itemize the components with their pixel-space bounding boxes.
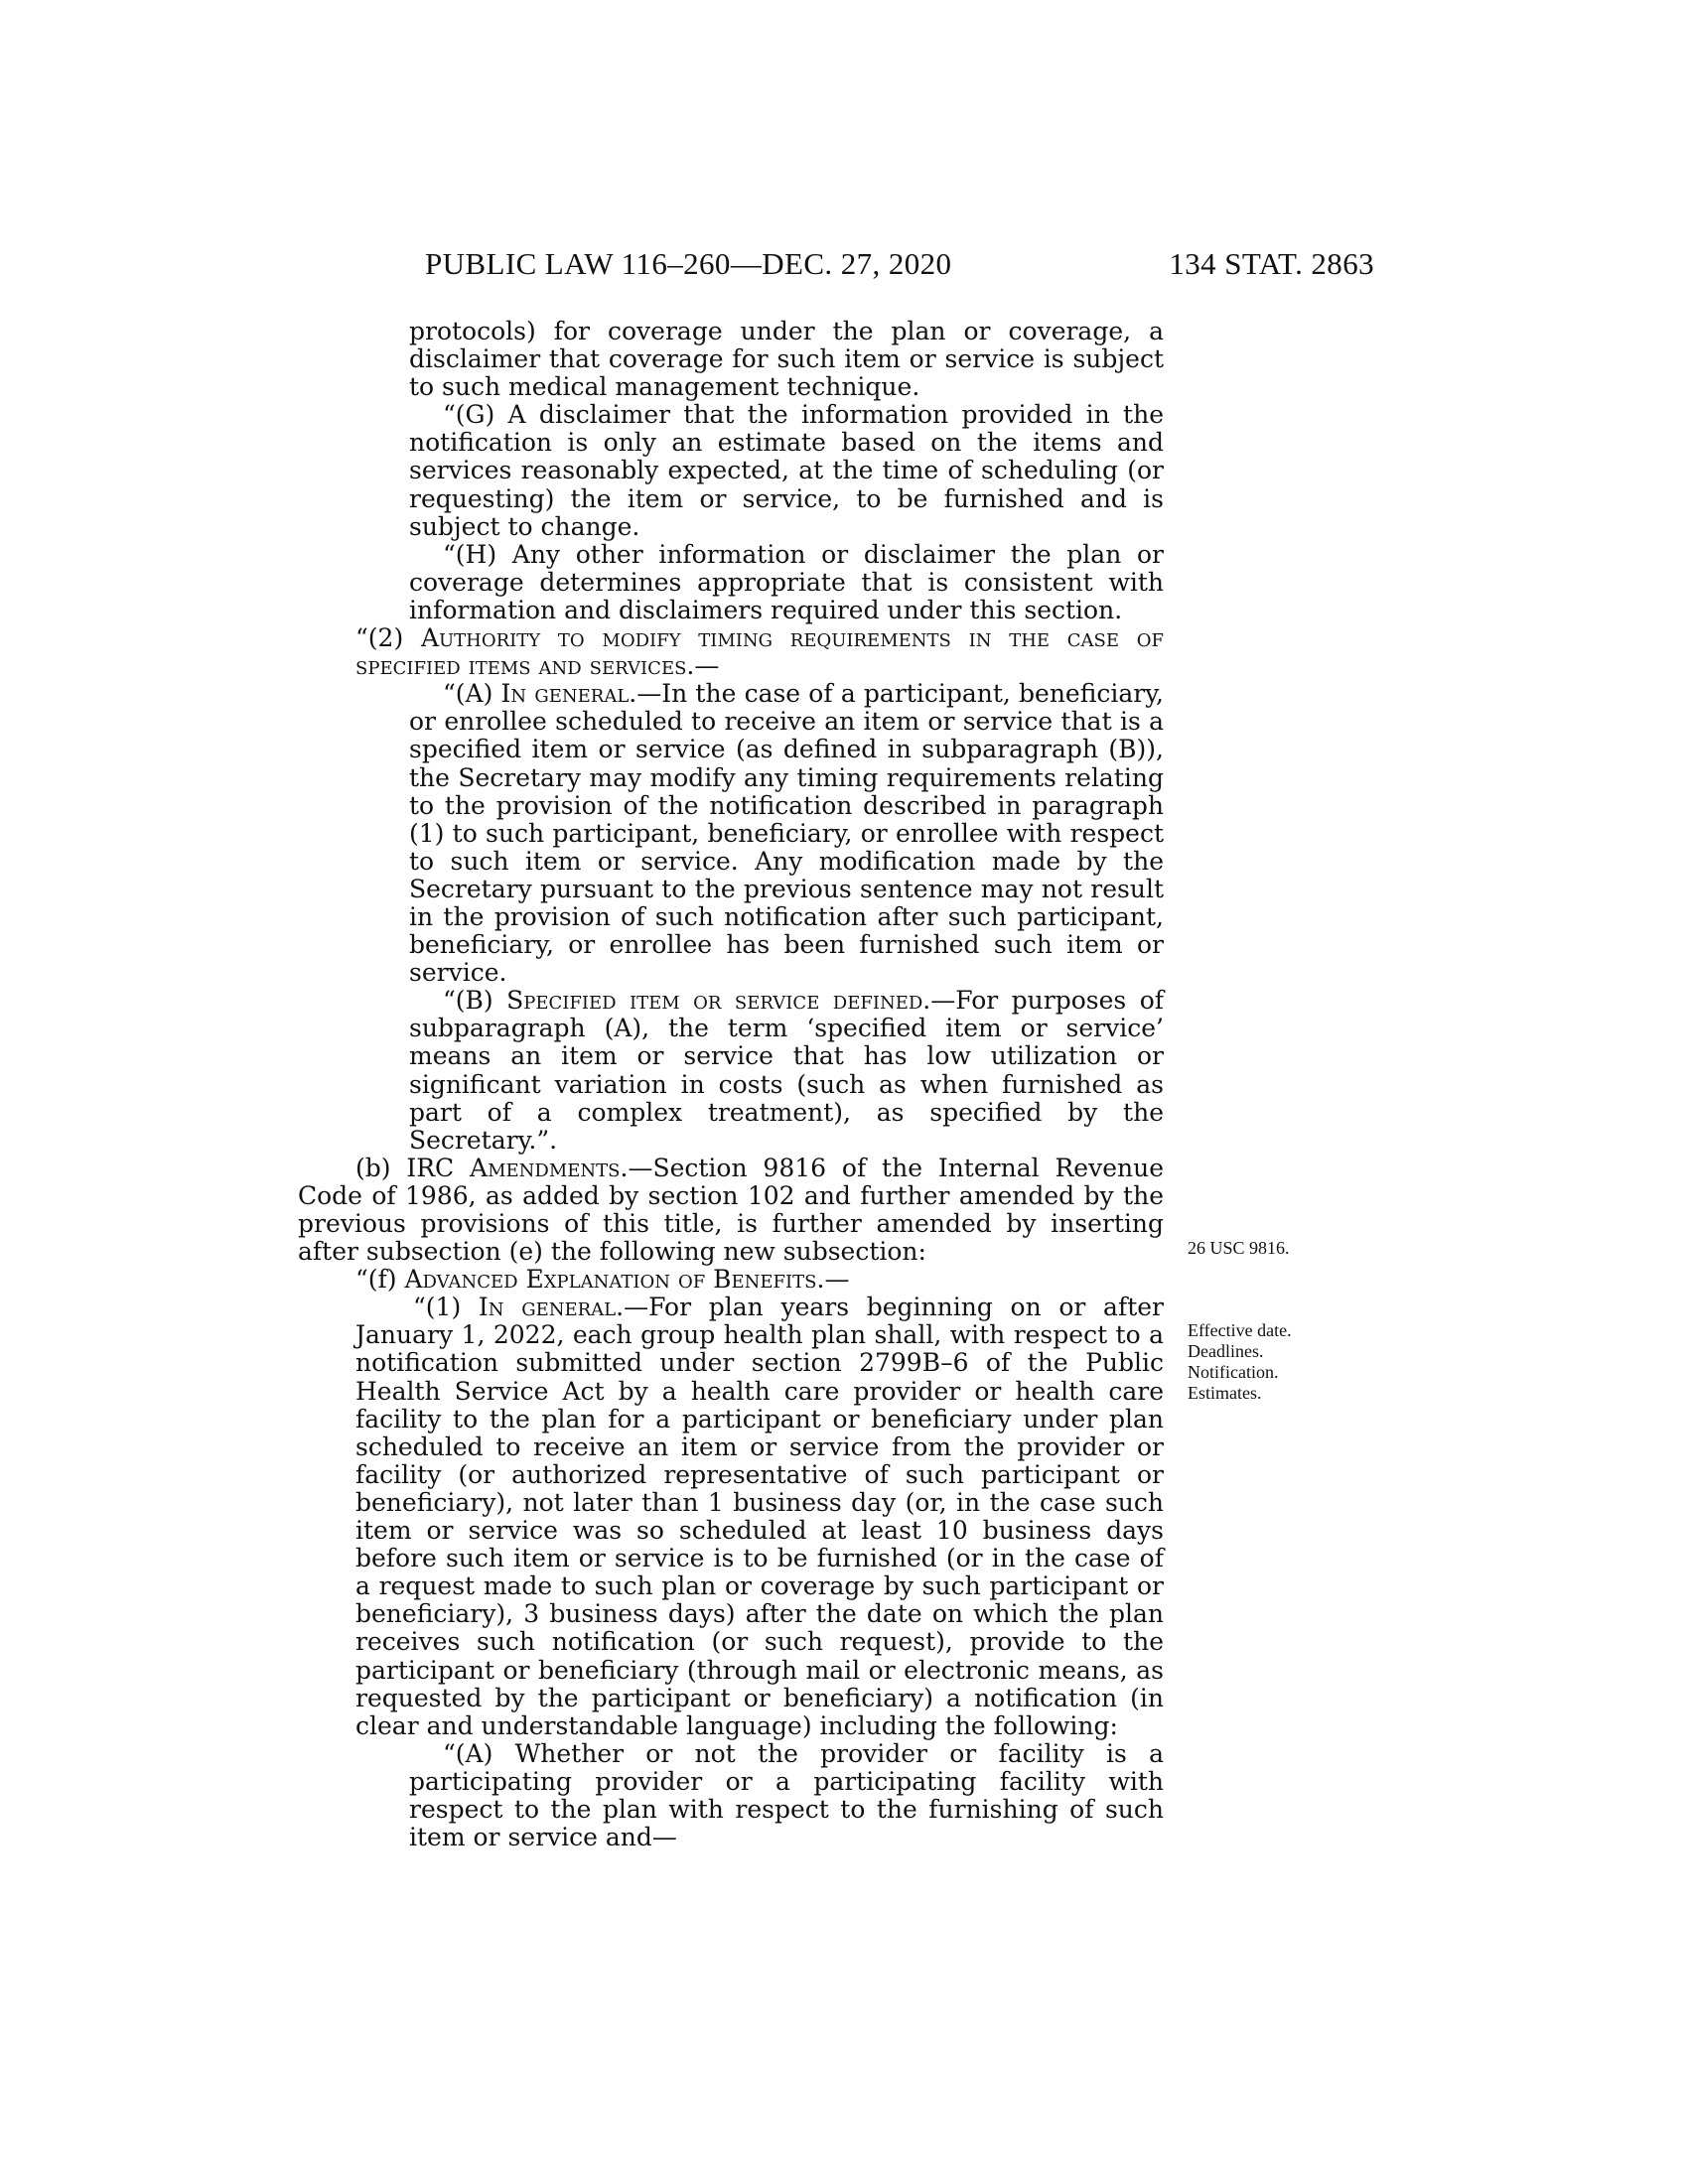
paragraph-h: “(H) Any other information or disclaimer the plan or coverage determines appropriate that is consistent with information and disclaimers required under this section.: [409, 539, 1164, 624]
margin-note-topics: [1188, 1320, 1336, 1404]
subparagraph-b-text: —For purposes of subparagraph (A), the term ‘specified item or service’ means an item or service that has low utilization or significant variation in costs (such as when furnished as part of a complex treatment), as specified by the Secretary.”.: [409, 986, 1164, 1155]
subparagraph-a-f: “(A) Whether or not the provider or facility is a participating provider or a participating facility with respect to the plan with respect to the furnishing of such item or service and—: [409, 1738, 1164, 1852]
header-law-citation: PUBLIC LAW 116–260—DEC. 27, 2020: [425, 246, 952, 281]
subparagraph-a-number: “(A): [443, 679, 501, 709]
subsection-f-heading-line: [298, 1266, 1164, 1294]
paragraph-1-number: “(1): [413, 1293, 479, 1322]
subparagraph-b: [298, 987, 1164, 1155]
paragraph-2-heading-line: [298, 624, 1164, 680]
subsection-b-text: —Section 9816 of the Internal Revenue Code of 1986, as added by section 102 and further amended by the previous provisions of this title, is further amended by inserting after subsection (e) the following new subsection:: [298, 1153, 1164, 1267]
margin-note-notification: Notification.: [1188, 1362, 1279, 1382]
margin-note-effective-date: Effective date.: [1188, 1320, 1292, 1340]
paragraph-1-heading: In general.: [478, 1293, 625, 1322]
subsection-f-dash: —: [824, 1265, 850, 1295]
subsection-b: [298, 1155, 1164, 1266]
subparagraph-a: [298, 680, 1164, 987]
page-header: [425, 246, 1374, 290]
subparagraph-b-number: “(B): [443, 986, 507, 1016]
subsection-b-number: (b): [355, 1153, 407, 1182]
header-stat-page: 134 STAT. 2863: [1169, 246, 1374, 281]
paragraph-continuation: protocols) for coverage under the plan or coverage, a disclaimer that coverage for such item or service is subject to such medical management technique.: [409, 317, 1164, 402]
subparagraph-b-heading: Specified item or service defined.: [506, 986, 931, 1016]
paragraph-2-heading: Authority to modify timing requirements in the case of specified items and services.: [355, 623, 1165, 681]
margin-note-deadlines: Deadlines.: [1188, 1341, 1264, 1361]
margin-note-usc: 26 USC 9816.: [1188, 1238, 1290, 1258]
statute-body: [298, 318, 1164, 1851]
subparagraph-a-text: —In the case of a participant, beneficiary, or enrollee scheduled to receive an item or service that is a specified item or service (as defined in subparagraph (B)), the Secretary may modify any timing requirements relating to the provision of the notification described in paragraph (1) to such participant, beneficiary, or enrollee with respect to such item or service. Any modification made by the Secretary pursuant to the previous sentence may not result in the provision of such notification after such participant, beneficiary, or enrollee has been furnished such item or service.: [409, 679, 1164, 988]
margin-note-estimates: Estimates.: [1188, 1383, 1262, 1403]
paragraph-1: [298, 1294, 1164, 1740]
subparagraph-a-heading: In general.: [500, 679, 637, 709]
paragraph-2-dash: —: [694, 651, 720, 681]
paragraph-1-text: —For plan years beginning on or after January 1, 2022, each group health plan shall, with respect to a notification submitted under section 2799B–6 of the Public Health Service Act by a health care provider or health care facility to the plan for a participant or beneficiary under plan scheduled to receive an item or service from the provider or facility (or authorized representative of such participant or beneficiary), not later than 1 business day (or, in the case such item or service was so scheduled at least 10 business days before such item or service is to be furnished (or in the case of a request made to such plan or coverage by such participant or beneficiary), 3 business days) after the date on which the plan receives such notification (or such request), provide to the participant or beneficiary (through mail or electronic means, as requested by the participant or beneficiary) a notification (in clear and understandable language) including the following:: [355, 1293, 1165, 1740]
subsection-f-number: “(f): [355, 1265, 405, 1295]
paragraph-2-number: “(2): [355, 623, 421, 653]
subsection-b-heading: IRC Amendments.: [406, 1153, 629, 1182]
subsection-f-heading: Advanced Explanation of Benefits.: [404, 1265, 825, 1295]
paragraph-g: “(G) A disclaimer that the information provided in the notification is only an estimate based on the items and services reasonably expected, at the time of scheduling (or requesting) the item or service, to be furnished and is subject to change.: [409, 400, 1164, 541]
